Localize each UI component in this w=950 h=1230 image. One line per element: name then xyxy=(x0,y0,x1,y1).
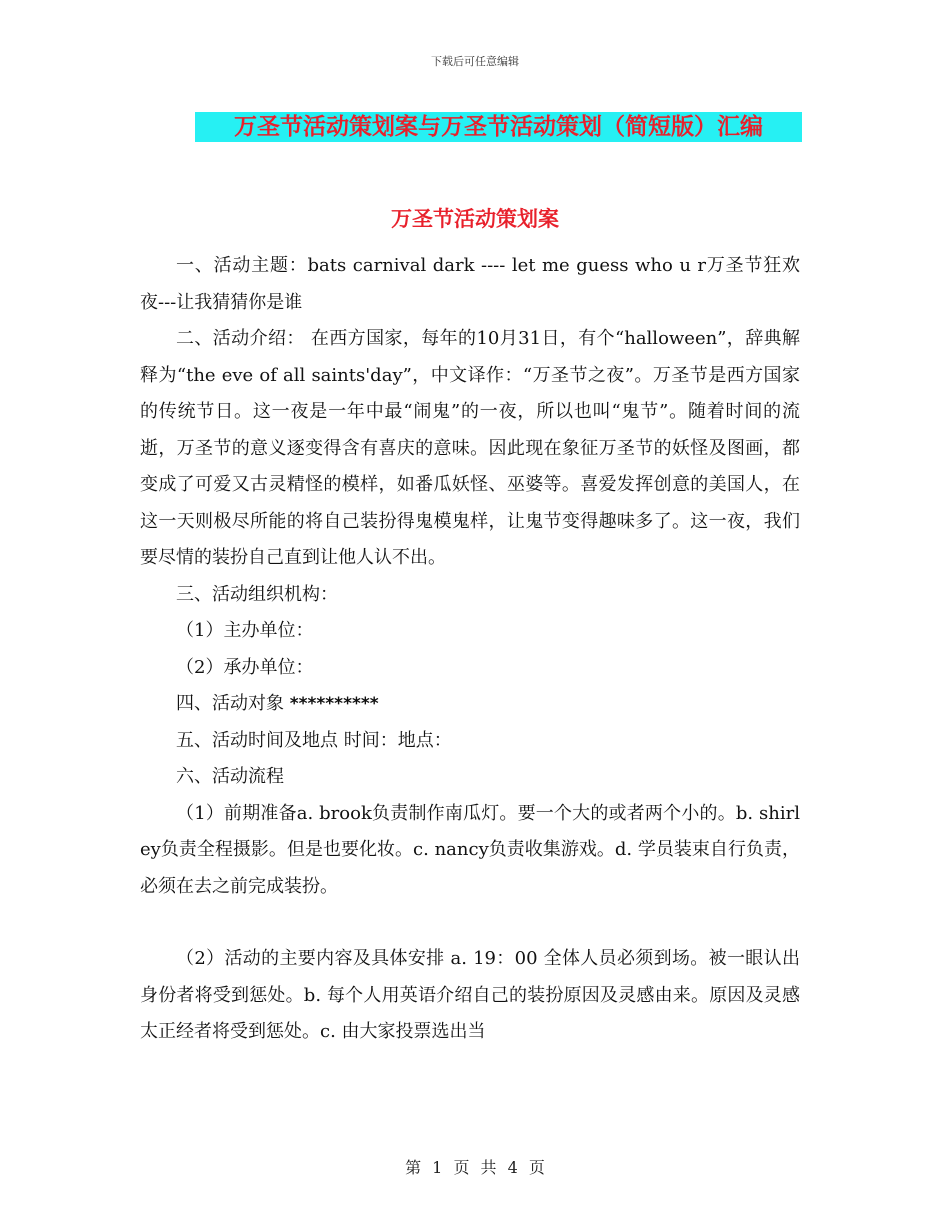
paragraph-organizer: （2）承办单位： xyxy=(176,656,314,678)
paragraph-process: 六、活动流程 xyxy=(176,766,284,787)
target-label: 四、活动对象 xyxy=(176,693,290,714)
paragraph-preparation: （1）前期准备a. brook负责制作南瓜灯。要一个大的或者两个小的。b. shirley负责全程摄影。但是也要化妆。c. nancy负责收集游戏。d. 学员装束自行负责，必须在去之前完成装扮。 xyxy=(140,802,800,897)
page-number: 第 1 页 共 4 页 xyxy=(405,1158,545,1177)
target-value: ********** xyxy=(289,694,379,714)
header-note: 下载后可任意编辑 xyxy=(431,55,519,68)
paragraph-schedule: （2）活动的主要内容及具体安排 a. 19：00 全体人员必须到场。被一眼认出身份者将受到惩处。b. 每个人用英语介绍自己的装扮原因及灵感由来。原因及灵感太正经者将受到惩处。c. 由大家投票选出当 xyxy=(140,948,800,1042)
document-body xyxy=(140,248,800,1051)
paragraph-host: （1）主办单位： xyxy=(176,620,314,641)
paragraph-organization: 三、活动组织机构： xyxy=(176,583,338,605)
paragraph-target xyxy=(140,686,800,723)
document-title: 万圣节活动策划案与万圣节活动策划（简短版）汇编 xyxy=(195,112,802,142)
section-title: 万圣节活动策划案 xyxy=(391,206,559,231)
paragraph-time-location: 五、活动时间及地点 时间：地点： xyxy=(176,729,452,751)
paragraph-introduction: 二、活动介绍： 在西方国家，每年的10月31日，有个“halloween”，辞典解释为“the eve of all saints'day”，中文译作：“万圣节之夜”。万圣节是西方国家的传统节日。这一夜是一年中最“闹鬼”的一夜，所以也叫“鬼节”。随着时间的流逝，万圣节的意义逐变得含有喜庆的意味。因此现在象征万圣节的妖怪及图画，都变成了可爱又古灵精怪的模样，如番瓜妖怪、巫婆等。喜爱发挥创意的美国人，在这一天则极尽所能的将自己装扮得鬼模鬼样，让鬼节变得趣味多了。这一夜，我们要尽情的装扮自己直到让他人认不出。 xyxy=(140,328,800,568)
paragraph-theme: 一、活动主题：bats carnival dark ---- let me guess who u r万圣节狂欢夜---让我猜猜你是谁 xyxy=(140,255,800,313)
